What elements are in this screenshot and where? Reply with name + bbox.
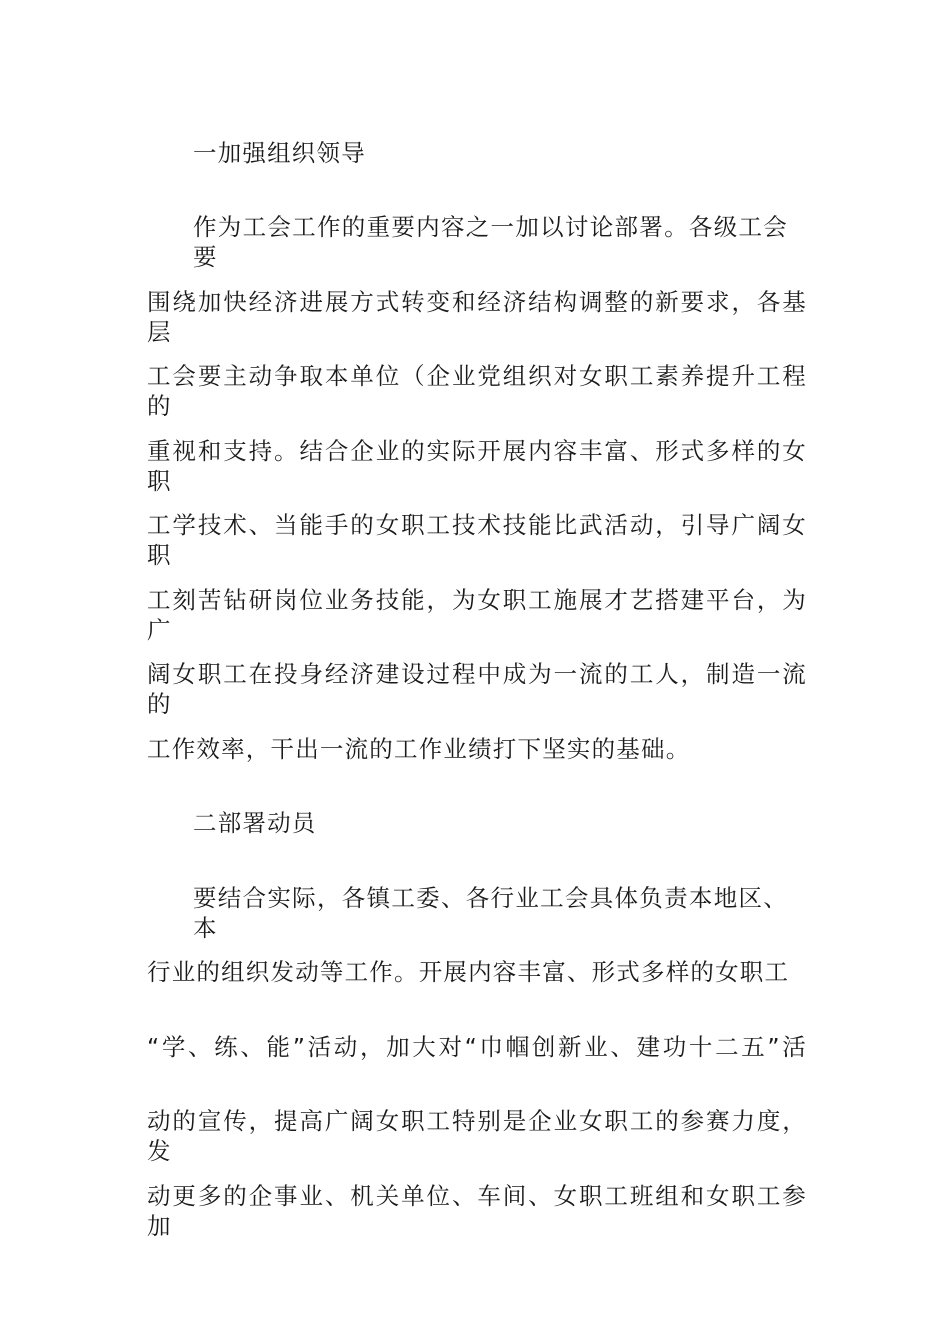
paragraph-line: 围绕加快经济进展方式转变和经济结构调整的新要求，各基层	[147, 288, 807, 346]
paragraph-line: 要结合实际，各镇工委、各行业工会具体负责本地区、本	[193, 884, 788, 942]
paragraph-line: 工刻苦钻研岗位业务技能，为女职工施展才艺搭建平台，为广	[147, 586, 807, 644]
paragraph-line: 工学技术、当能手的女职工技术技能比武活动，引导广阔女职	[147, 511, 807, 569]
paragraph-line: 工会要主动争取本单位（企业党组织对女职工素养提升工程的	[147, 362, 807, 420]
section-heading-1: 一加强组织领导	[193, 139, 366, 167]
paragraph-line: 阔女职工在投身经济建设过程中成为一流的工人，制造一流的	[147, 660, 807, 718]
paragraph-line: 动的宣传，提高广阔女职工特别是企业女职工的参赛力度，发	[147, 1107, 807, 1165]
paragraph-line: 工作效率，干出一流的工作业绩打下坚实的基础。	[147, 735, 691, 763]
paragraph-line: 动更多的企事业、机关单位、车间、女职工班组和女职工参加	[147, 1182, 807, 1240]
paragraph-line: 行业的组织发动等工作。开展内容丰富、形式多样的女职工	[147, 958, 790, 986]
paragraph-line: 重视和支持。结合企业的实际开展内容丰富、形式多样的女职	[147, 437, 807, 495]
paragraph-line: “学、练、能”活动，加大对“巾帼创新业、建功十二五”活	[147, 1033, 807, 1061]
paragraph-line: 作为工会工作的重要内容之一加以讨论部署。各级工会要	[193, 213, 788, 271]
section-heading-2: 二部署动员	[193, 809, 317, 837]
